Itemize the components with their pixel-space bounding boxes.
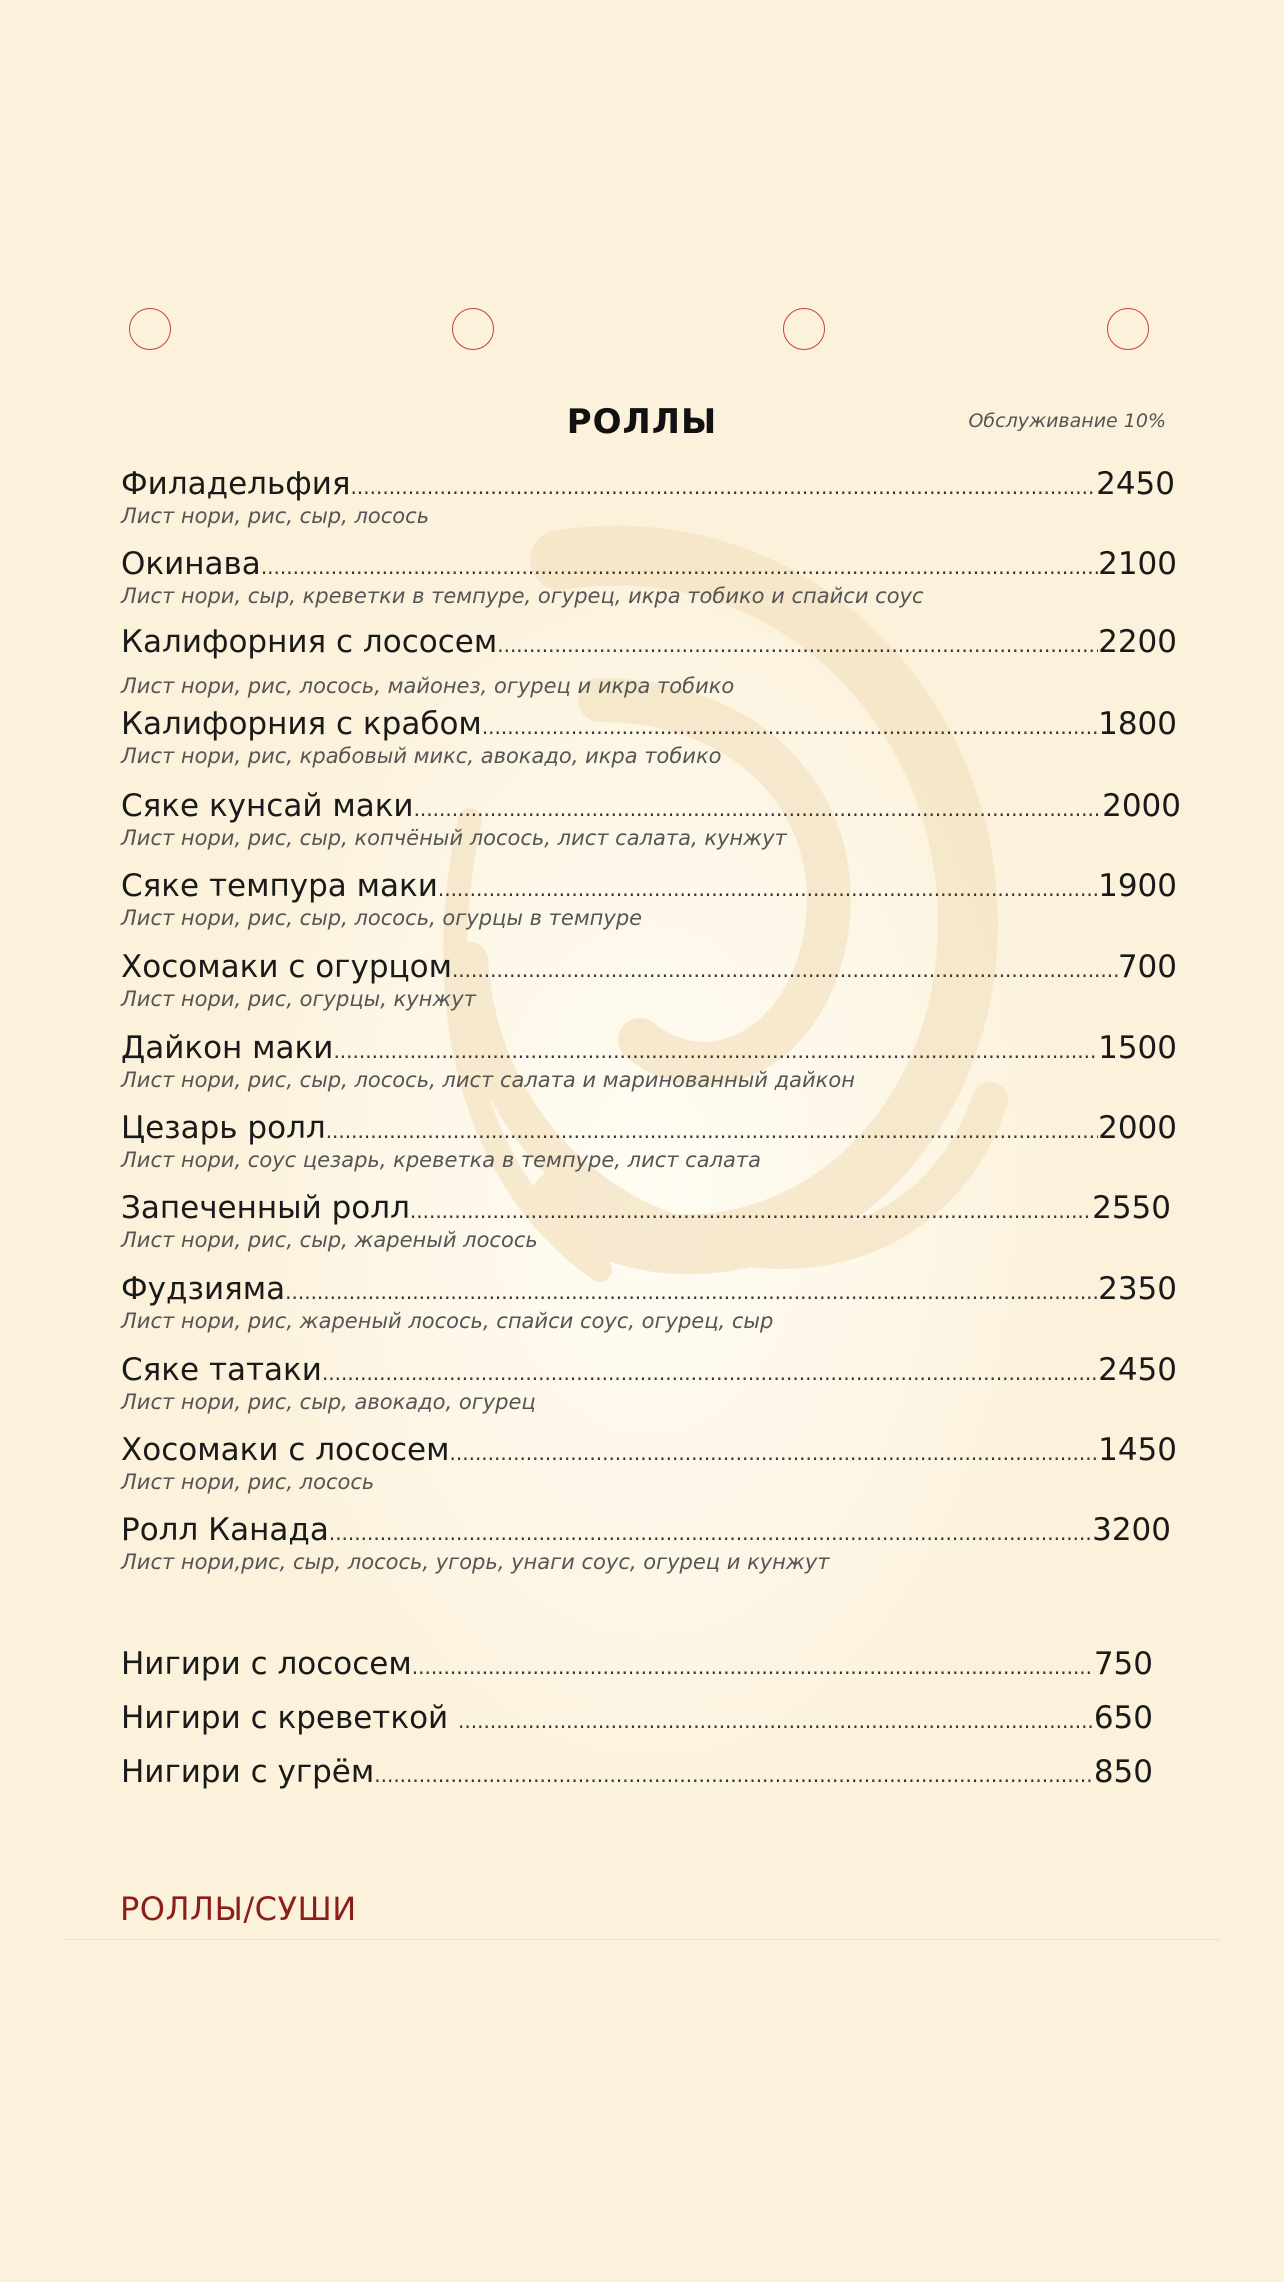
- menu-item: [121, 1190, 1171, 1252]
- menu-item: [121, 466, 1175, 528]
- item-name: Запеченный ролл: [121, 1190, 410, 1226]
- item-name: Калифорния с крабом: [121, 706, 482, 742]
- item-price: 700: [1117, 949, 1177, 985]
- page-title: РОЛЛЫ: [566, 402, 718, 442]
- item-price: 1500: [1098, 1030, 1177, 1066]
- dot-leader: [322, 1363, 1098, 1383]
- dot-leader: [326, 1121, 1098, 1141]
- dot-leader: [452, 960, 1118, 980]
- item-description: Лист нори, рис, сыр, лосось, лист салата и маринованный дайкон: [121, 1068, 855, 1092]
- item-name: Цезарь ролл: [121, 1110, 326, 1146]
- dot-leader: [351, 477, 1097, 497]
- item-price: 650: [1093, 1700, 1153, 1736]
- item-price: 2200: [1098, 624, 1177, 660]
- menu-item: [121, 706, 1177, 768]
- item-price: 2550: [1092, 1190, 1171, 1226]
- binder-hole-2: [452, 308, 494, 350]
- dot-leader: [458, 1711, 1094, 1731]
- dot-leader: [412, 1657, 1094, 1677]
- dot-leader: [329, 1523, 1092, 1543]
- item-price: 1450: [1098, 1432, 1177, 1468]
- item-name: Нигири с угрём: [121, 1754, 375, 1790]
- dot-leader: [497, 635, 1098, 655]
- menu-item: [121, 788, 1181, 850]
- item-description: Лист нори,рис, сыр, лосось, угорь, унаги соус, огурец и кунжут: [121, 1550, 830, 1574]
- dot-leader: [450, 1443, 1099, 1463]
- item-description: Лист нори, рис, сыр, лосось, огурцы в темпуре: [121, 906, 643, 930]
- item-name: Хосомаки с огурцом: [121, 949, 452, 985]
- binder-hole-4: [1107, 308, 1149, 350]
- item-price: 2450: [1096, 466, 1175, 502]
- dot-leader: [261, 557, 1098, 577]
- service-charge-note: Обслуживание 10%: [968, 410, 1166, 432]
- menu-item: [121, 1646, 1153, 1682]
- item-name: Сяке татаки: [121, 1352, 322, 1388]
- dot-leader: [410, 1201, 1092, 1221]
- menu-item: [121, 1432, 1177, 1494]
- item-description: Лист нори, рис, лосось: [121, 1470, 375, 1494]
- menu-item: [121, 868, 1177, 930]
- item-price: 3200: [1092, 1512, 1171, 1548]
- item-price: 2100: [1098, 546, 1177, 582]
- item-name: Сяке темпура маки: [121, 868, 438, 904]
- binder-hole-1: [129, 308, 171, 350]
- menu-item: [121, 1352, 1177, 1414]
- menu-item: [121, 1030, 1177, 1092]
- item-description: Лист нори, рис, лосось, майонез, огурец и икра тобико: [121, 674, 735, 698]
- menu-item: [121, 546, 1177, 608]
- menu-item: [121, 1512, 1171, 1574]
- item-description: Лист нори, рис, огурцы, кунжут: [121, 987, 476, 1011]
- menu-item: [121, 949, 1177, 1011]
- item-description: Лист нори, рис, жареный лосось, спайси соус, огурец, сыр: [121, 1309, 774, 1333]
- item-price: 2450: [1098, 1352, 1177, 1388]
- item-description: Лист нори, рис, сыр, авокадо, огурец: [121, 1390, 536, 1414]
- item-name: Калифорния с лососем: [121, 624, 498, 660]
- dot-leader: [374, 1765, 1094, 1785]
- dot-leader: [438, 879, 1098, 899]
- footer-divider: [64, 1939, 1220, 1940]
- item-name: Дайкон маки: [121, 1030, 334, 1066]
- item-description: Лист нори, сыр, креветки в темпуре, огурец, икра тобико и спайси соус: [121, 584, 924, 608]
- item-description: Лист нори, рис, сыр, копчёный лосось, лист салата, кунжут: [121, 826, 787, 850]
- item-price: 2000: [1098, 1110, 1177, 1146]
- menu-item: [121, 1754, 1153, 1790]
- item-name: Нигири с креветкой: [121, 1700, 459, 1736]
- menu-item: [121, 1110, 1177, 1172]
- item-price: 1900: [1098, 868, 1177, 904]
- item-name: Сяке кунсай маки: [121, 788, 414, 824]
- item-price: 2000: [1102, 788, 1181, 824]
- item-description: Лист нори, рис, крабовый микс, авокадо, икра тобико: [121, 744, 722, 768]
- item-name: Фудзияма: [121, 1271, 286, 1307]
- menu-item: [121, 1700, 1153, 1736]
- item-price: 2350: [1098, 1271, 1177, 1307]
- item-price: 850: [1093, 1754, 1153, 1790]
- dot-leader: [414, 799, 1103, 819]
- item-description: Лист нори, соус цезарь, креветка в темпуре, лист салата: [121, 1148, 761, 1172]
- item-name: Нигири с лососем: [121, 1646, 412, 1682]
- item-name: Ролл Канада: [121, 1512, 329, 1548]
- item-name: Филадельфия: [121, 466, 351, 502]
- item-description: Лист нори, рис, сыр, лосось: [121, 504, 430, 528]
- item-price: 750: [1093, 1646, 1153, 1682]
- dot-leader: [285, 1282, 1098, 1302]
- item-description: Лист нори, рис, сыр, жареный лосось: [121, 1228, 538, 1252]
- item-price: 1800: [1098, 706, 1177, 742]
- menu-item: [121, 624, 1177, 698]
- item-name: Хосомаки с лососем: [121, 1432, 450, 1468]
- binder-hole-3: [783, 308, 825, 350]
- section-footer-title: РОЛЛЫ/СУШИ: [120, 1890, 357, 1928]
- dot-leader: [482, 717, 1098, 737]
- menu-item: [121, 1271, 1177, 1333]
- item-name: Окинава: [121, 546, 261, 582]
- dot-leader: [333, 1041, 1098, 1061]
